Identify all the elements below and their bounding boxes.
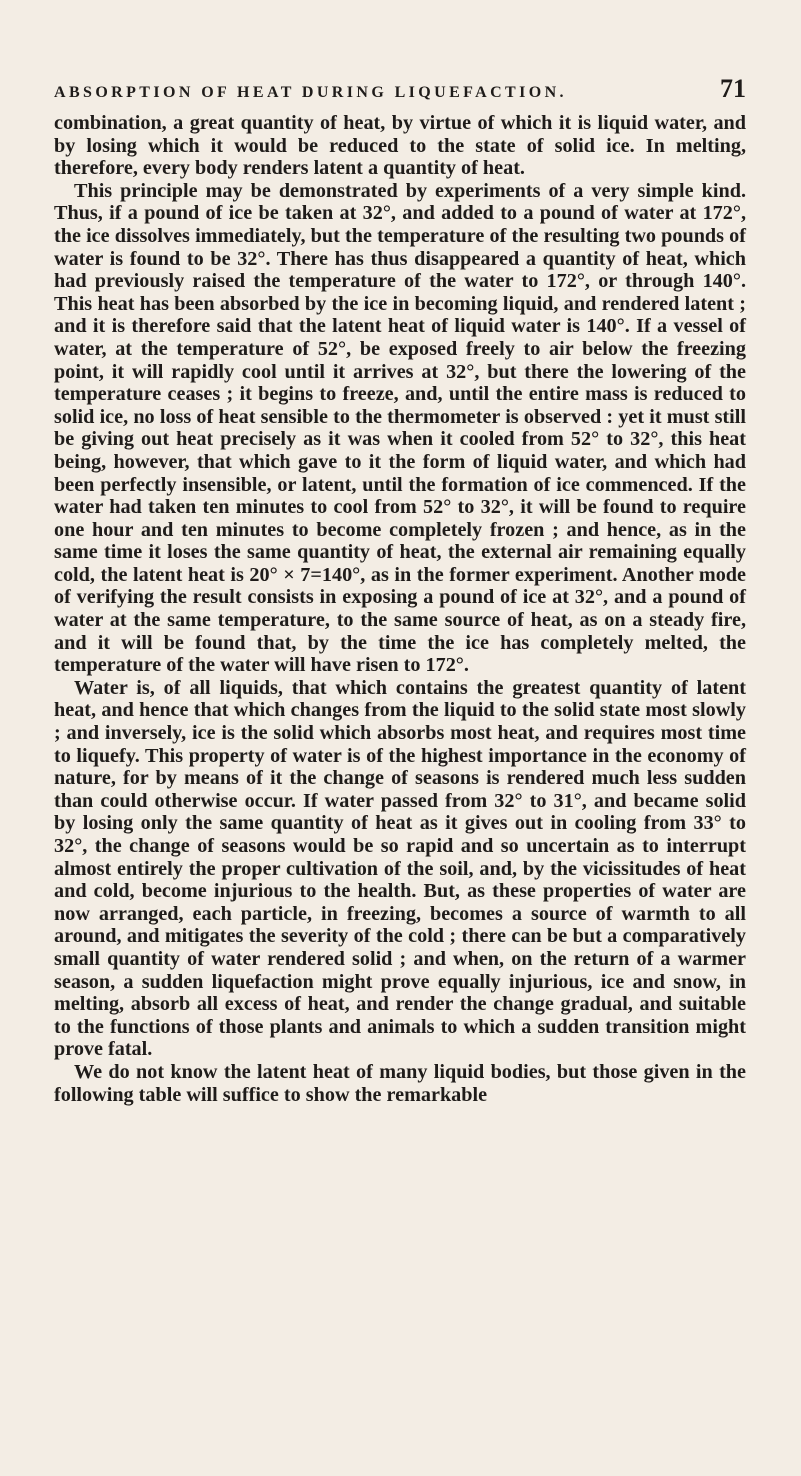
running-title: ABSORPTION OF HEAT DURING LIQUEFACTION. (54, 84, 567, 101)
paragraph-table-intro: We do not know the latent heat of many liquid bodies, but those given in the following table will suffice to show the remarkable (54, 1060, 746, 1106)
body-text (54, 112, 746, 1106)
paragraph-water-latent-heat: Water is, of all liquids, that which contains the greatest quantity of latent heat, and hence that which changes from the liquid to the solid state most slowly ; and inversely, ice is the solid which absorbs most heat, and requires most time to liquefy. This property of water is of the highest importance in the economy of nature, for by means of it the change of seasons is rendered much less sudden than could otherwise occur. If water passed from 32° to 31°, and became solid by losing only the same quantity of heat as it gives out in cooling from 33° to 32°, the change of seasons would be so rapid and so uncertain as to interrupt almost entirely the proper cultivation of the soil, and, by the vicissitudes of heat and cold, become injurious to the health. But, as these properties of water are now arranged, each particle, in freezing, becomes a source of warmth to all around, and mitigates the severity of the cold ; there can be but a comparatively small quantity of water rendered solid ; and when, on the return of a warmer season, a sudden liquefaction might prove equally injurious, ice and snow, in melting, absorb all excess of heat, and render the change gradual, and suitable to the functions of those plants and animals to which a sudden transition might prove fatal. (54, 676, 746, 1061)
paragraph-principle: This principle may be demonstrated by experiments of a very simple kind. Thus, if a pound of ice be taken at 32°, and added to a pound of water at 172°, the ice dissolves immediately, but the temperature of the resulting two pounds of water is found to be 32°. There has thus disappeared a quantity of heat, which had previously raised the temperature of the water to 172°, or through 140°. This heat has been absorbed by the ice in becoming liquid, and rendered latent ; and it is therefore said that the latent heat of liquid water is 140°. If a vessel of water, at the temperature of 52°, be exposed freely to air below the freezing point, it will rapidly cool until it arrives at 32°, but there the lowering of the temperature ceases ; it begins to freeze, and, until the entire mass is reduced to solid ice, no loss of heat sensible to the thermometer is observed : yet it must still be giving out heat precisely as it was when it cooled from 52° to 32°, this heat being, however, that which gave to it the form of liquid water, and which had been perfectly insensible, or latent, until the formation of ice commenced. If the water had taken ten minutes to cool from 52° to 32°, it will be found to require one hour and ten minutes to become completely frozen ; and hence, as in the same time it loses the same quantity of heat, the external air remaining equally cold, the latent heat is 20° × 7=140°, as in the former experiment. Another mode of verifying the result consists in exposing a pound of ice at 32°, and a pound of water at the same temperature, to the same source of heat, as on a steady fire, and it will be found that, by the time the ice has completely melted, the temperature of the water will have risen to 172°. (54, 179, 746, 677)
paragraph-continued: combination, a great quantity of heat, by virtue of which it is liquid water, and by losing which it would be reduced to the state of solid ice. In melting, therefore, every body renders latent a quantity of heat. (54, 112, 746, 180)
page-number: 71 (720, 74, 746, 103)
running-header (54, 76, 746, 112)
book-page (54, 76, 746, 1106)
